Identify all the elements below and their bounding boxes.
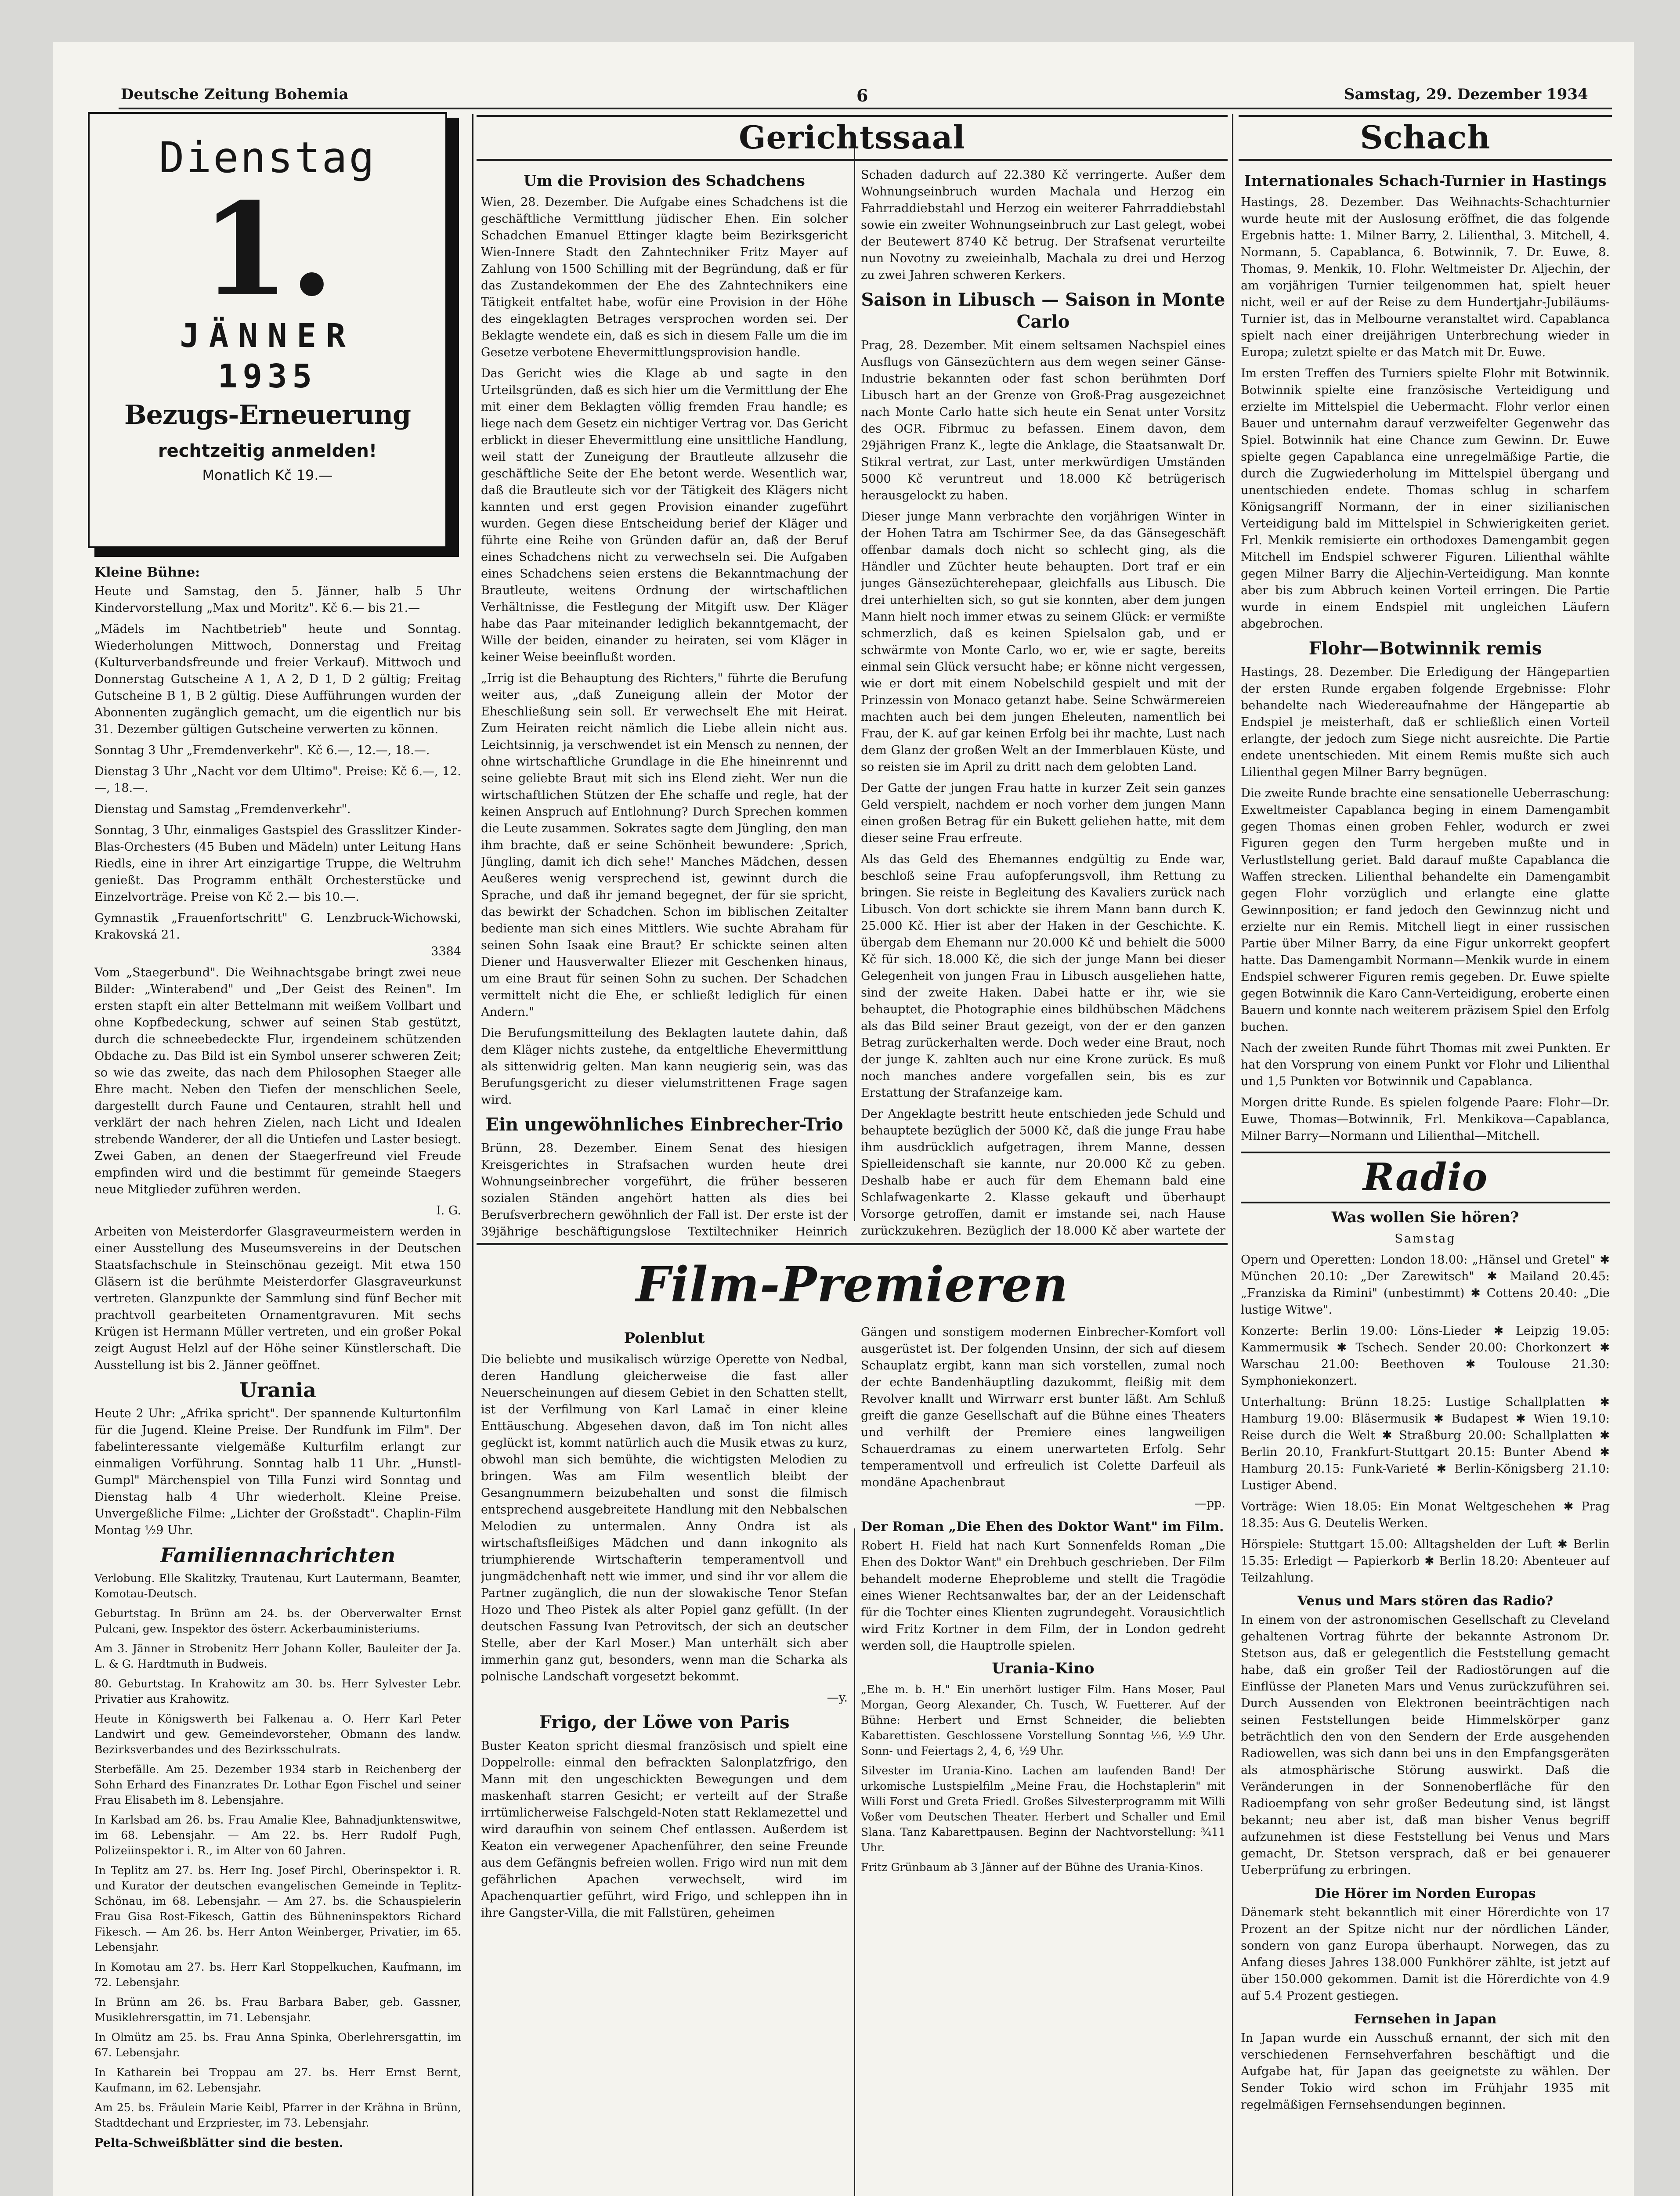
radio-listing: Hörspiele: Stuttgart 15.00: Alltagshelden der Luft ✱ Berlin 15.35: Erledigt — Papierkorb ✱ Berlin 18.20: Abenteuer auf Teilzahlung. bbox=[1241, 1538, 1610, 1585]
staegerbund-signature: I. G. bbox=[436, 1204, 461, 1217]
paragraph: Das Gericht wies die Klage ab und sagte in den Urteilsgründen, daß es sich hier um die Vermittlung der Ehe mit einer dem Beklagten völlig fremden Frau handle; es liege nach dem Gesetz ein nichtiger Vertrag vor. Das Gericht erblickt in dieser Ehevermittlung eine unsittliche Handlung, weil statt der Zuneigung der Brautleute allzusehr die geschäftliche Seite der Ehe betont werde. Wesentlich war, daß die Brautleute sich vor der Tätigkeit des Klägers nicht kannten und erst gegen Provision einander zugeführt wurden. Gegen diese Entscheidung berief der Kläger und führte eine Reihe von Gründen dafür an, daß der Beruf eines Schadchens nicht zu verwechseln sei. Die Aufgaben eines Schadchens seien erstens die Bekanntmachung der Brautleute, weitens Ordnung der wirtschaftlichen Verhältnisse, die Festlegung der Mitgift usw. Der Kläger habe das Paar miteinander lediglich bekanntgemacht, der Wille der beiden, einander zu heiraten, sei vom Kläger in keiner Weise beeinflußt worden. bbox=[481, 367, 848, 664]
ad-price: Monatlich Kč 19.— bbox=[202, 467, 333, 484]
paragraph: Nach der zweiten Runde führt Thomas mit zwei Punkten. Er hat den Vorsprung von einem Punkt vor Flohr und Lilienthal und 1,5 Punkten vor Botwinnik und Capablanca. bbox=[1241, 1041, 1610, 1088]
paragraph: Der Angeklagte bestritt heute entschieden jede Schuld und behauptete bezüglich der 5000 Kč, daß die junge Frau habe ihm ausdrücklich aufgetragen, ihrem Manne, dessen Spielleidenschaft sie kannte, nur 20.000 Kč zu geben. Deshalb habe er auch für dem Ehemann bald eine Schlafwagenkarte 2. Klasse gekauft und überhaupt Vorsorge getroffen, damit er imstande sei, nach Hause zurückzukehren. Bezüglich der 18.000 Kč aber wartete der bbox=[861, 1107, 1225, 1238]
family-notice: In Brünn am 26. bs. Frau Barbara Baber, geb. Gassner, Musiklehrersgattin, im 71. Lebensjahr. bbox=[94, 1996, 461, 2024]
family-notice: In Olmütz am 25. bs. Frau Anna Spinka, Oberlehrersgattin, im 67. Lebensjahr. bbox=[94, 2031, 461, 2059]
column-4 bbox=[1241, 167, 1610, 2196]
glasgraveur-paragraph: Arbeiten von Meisterdorfer Glasgraveurmeistern werden in einer Ausstellung des Museumsvereins in der Deutschen Staatsfachschule in Steinschönau gezeigt. Mit etwa 150 Gläsern ist die berühmte Meisterdorfer Glasgraveurkunst vertreten. Glanzpunkte der Sammlung sind fünf Becher mit prachtvoll gearbeiteten Ornamentgravuren. Mit sechs Krügen ist Hermann Müller vertreten, und ein großer Pokal zeigt August Helzl auf der Höhe seiner Künstlerschaft. Die Ausstellung ist bis 2. Jänner geöffnet. bbox=[94, 1225, 461, 1372]
ad-month: JÄNNER bbox=[180, 317, 355, 355]
family-notice: In Karlsbad am 26. bs. Frau Amalie Klee, Bahnadjunktenswitwe, im 68. Lebensjahr. — Am 22. bs. Herr Rudolf Pugh, Polizeiinspektor i. R., im Alter von 60 Jahren. bbox=[94, 1813, 461, 1857]
radio-listing: Opern und Operetten: London 18.00: „Hänsel und Gretel" ✱ München 20.10: „Der Zarewitsch" ✱ Mailand 20.45: „Franziska da Rimini" (unbestimmt) ✱ Cottens 20.40: „Die lustige Witwe". bbox=[1241, 1253, 1610, 1317]
column-divider bbox=[472, 114, 473, 2196]
radio-listing: Unterhaltung: Brünn 18.25: Lustige Schallplatten ✱ Hamburg 19.00: Bläsermusik ✱ Budapest ✱ Wien 19.10: Reise durch die Welt ✱ Straßburg 20.00: Schallplatten ✱ Berlin 20.10, Frankfurt-Stuttgart 20.15: Bunter Abend ✱ Hamburg 20.15: Funk-Varieté ✱ Berlin-Königsberg 21.10: Lustiger Abend. bbox=[1241, 1395, 1610, 1492]
radio-heading: Was wollen Sie hören? bbox=[1331, 1209, 1519, 1226]
film-rule bbox=[477, 1243, 1228, 1245]
page-number: 6 bbox=[856, 86, 868, 105]
paragraph: Der Gatte der jungen Frau hatte in kurzer Zeit sein ganzes Geld verspielt, nachdem er noch vorher dem jungen Mann einen großen Betrag für ein Bukett geliehen hatte, mit dem dieser seine Frau erfreute. bbox=[861, 781, 1225, 845]
paragraph: Die zweite Runde brachte eine sensationelle Ueberraschung: Exweltmeister Capablanca beging in einem Damengambit gegen Thomas einen groben Fehler, wodurch er zwei Figuren gegen den Turm hergeben mußte und in Verlustlstellung geriet. Bald darauf mußte Capablanca die Waffen strecken. Lilienthal behandelte ein Damengambit gegen Flohr vorzüglich und erlangte eine glatte Gewinnposition; er fand jedoch den Gewinnzug nicht und erzielte nur ein Remis. Mitchell liegt in einer russischen Partie über Milner Barry, da eine Figur unkorrekt geopfert hatte. Das Damengambit Normann—Menkik wurde in einem Endspiel schwerer Figuren remis gegeben. Dr. Euwe spielte gegen Botwinnik die Karo Cann-Verteidigung, eroberte einen Bauern und konnte nach weiterem präzisem Spiel den Erfolg buchen. bbox=[1241, 787, 1610, 1034]
family-notice: Geburtstag. In Brünn am 24. bs. der Oberverwalter Ernst Pulcani, gew. Inspektor des österr. Ackerbauministeriums. bbox=[94, 1607, 461, 1635]
film-premieren-masthead: Film-Premieren bbox=[636, 1256, 1069, 1313]
radio-masthead: Radio bbox=[1362, 1155, 1488, 1199]
article-heading: Venus und Mars stören das Radio? bbox=[1297, 1593, 1554, 1609]
chess-heading: Internationales Schach-Turnier in Hastings bbox=[1244, 172, 1607, 190]
paragraph: „Irrig ist die Behauptung des Richters," führte die Berufung weiter aus, „daß Zuneigung allein der Motor der Eheschließung sein soll. Er verwechselt Ehe mit Heirat. Zum Heiraten reicht nämlich die Liebe allein nicht aus. Leichtsinnig, ja verschwendet ist ein Mensch zu nennen, der ohne wirtschaftliche Grundlage in die Ehe hineinrennt und seine geliebte Braut mit sich ins Elend zieht. Wer nun die wirtschaftlichen Stützen der Ehe schaffe und regle, hat der keinen Anspruch auf Entlohnung? Durch Sprechen kommen die Leute zusammen. Sokrates sagte dem Jüngling, den man ihm brachte, daß er seine Schönheit bewundere: ‚Sprich, Jüngling, damit ich dich sehe!' Manches Mädchen, dessen Aeußeres wenig versprechend ist, gewinnt durch die Sprache, und daß ihr jemand begegnet, der für sie spricht, das bewirkt der Schadchen. Schon im biblischen Zeitalter bediente man sich eines Mittlers. Wie suchte Abraham für seinen Sohn Isaak eine Braut? Er schickte seinen alten Diener und Hausverwalter Eliezer mit Geschenken hinaus, um eine Braut für seinen Sohn zu suchen. Der Schadchen vermittelt nicht die Ehe, er schließt lediglich für einen Andern." bbox=[481, 672, 848, 1019]
paragraph: Sonntag, 3 Uhr, einmaliges Gastspiel des Grasslitzer Kinder-Blas-Orchesters (45 Buben und Mädeln) unter Leitung Hans Riedls, eine in ihrer Art einzigartige Truppe, die Weltruhm genießt. Das Programm enthält Orchesterstücke und Einzelvorträge. Preise von Kč 2.— bis 10.—. bbox=[94, 824, 461, 904]
paragraph: Im ersten Treffen des Turniers spielte Flohr mit Botwinnik. Botwinnik spielte eine französische Verteidigung und erzielte im Mittelspiel die Uebermacht. Flohr verlor einen Bauer und unternahm darauf verzweifelter Gegenwehr das Spiel. Botwinnik hat eine Chance zum Gewinn. Dr. Euwe spielte gegen Capablanca eine unregelmäßige Partie, die durch die Zugwiederholung im Mittelspiel übergang und unentschieden endete. Thomas schlug in scharfem Königsangriff Normann, der in einer sizilianischen Verteidigung bald im Mittelspiel in Schwierigkeiten geriet. Frl. Menkik remisierte ein orthodoxes Damengambit gegen Mitchell im Endspiel schwerer Figuren. Lilienthal wählte gegen Milner Barry die Aljechin-Verteidigung. Man konnte aber bis zum Abbruch keinen Vorteil erringen. Die Partie wurde in einem Endspiel mit ungleichen Läufern abgebrochen. bbox=[1241, 367, 1610, 631]
paragraph: Silvester im Urania-Kino. Lachen am laufenden Band! Der urkomische Lustspielfilm „Meine Frau, die Hochstaplerin" mit Willi Forst und Greta Friedl. Großes Silvesterprogramm mit Willi Voßer vom Deutschen Theater. Herbert und Schaller und Emil Slana. Tanz Kabarettpausen. Beginn der Nachtvorstellung: ¾11 Uhr. bbox=[861, 1764, 1225, 1854]
kleine-buehne-heading: Kleine Bühne: bbox=[94, 565, 200, 580]
paragraph: Hastings, 28. Dezember. Die Erledigung der Hängepartien der ersten Runde ergaben folgende Ergebnisse: Flohr behandelte nach Wiedereaufnahme der Hängepartie ab Endspiel je meisterhaft, daß er schließlich einen Vorteil erlangte, der jedoch zum Siege nicht ausreichte. Die Partie endete unentschieden. Mit einem Remis mußte sich auch Lilienthal gegen Milner Barry begnügen. bbox=[1241, 665, 1610, 779]
column-2 bbox=[481, 167, 848, 1239]
paragraph: Robert H. Field hat nach Kurt Sonnenfelds Roman „Die Ehen des Doktor Want" ein Drehbuch geschrieben. Der Film behandelt moderne Eheprobleme und stellt die Tragödie eines Wiener Rechtsanwaltes bar, der an der Leidenschaft für die Tochter eines Klienten zugrundegeht. Vorausichtlich wird Fritz Kortner in dem Film, der in London gedreht werden soll, die Hauptrolle spielen. bbox=[861, 1539, 1225, 1653]
paragraph: Buster Keaton spricht diesmal französisch und spielt eine Doppelrolle: einmal den befrackten Salonplatzfrigo, den Mann mit den ungeschickten Bewegungen und dem maskenhaft starren Gesicht; er verteilt auf der Straße irrtümlicherweise Falschgeld-Noten statt Reklamezettel und wird daraufhin von seinem Chef entlassen. Außerdem ist Keaton ein verwegener Apachenführer, den seine Freunde aus dem Gefängnis befreien wollen. Frigo wird nun mit dem gefährlichen Apachen verwechselt, wird im Apachenquartier geführt, wird Frigo, und schleppen ihn in ihre Gangster-Villa, die mit Fallstüren, geheimen bbox=[481, 1739, 848, 1920]
subscription-ad bbox=[88, 112, 447, 548]
article-heading: Saison in Libusch — Saison in Monte Carlo bbox=[861, 289, 1225, 332]
article-heading: Ein ungewöhnliches Einbrecher-Trio bbox=[485, 1114, 843, 1135]
ad-day: 1. bbox=[201, 175, 334, 325]
paragraph: Dänemark steht bekanntlich mit einer Hörerdichte von 17 Prozent an der Spitze nicht nur der nördlichen Länder, sondern von ganz Europa überhaupt. Norwegen, das zu Anfang dieses Jahres 138.000 Funkhörer zählte, ist jetzt auf über 150.000 gekommen. Damit ist die Hörerdichte von 4.9 auf 5.4 Prozent gestiegen. bbox=[1241, 1906, 1610, 2003]
paragraph: Brünn, 28. Dezember. Einem Senat des hiesigen Kreisgerichtes in Strafsachen wurden heute drei Wohnungseinbrecher vorgeführt, die früher besseren sozialen Ständen angehört hatten als dies bei Berufsverbrechern gewöhnlich der Fall ist. Der erste ist der 39jährige beschäftigungslose Textiltechniker Heinrich bbox=[481, 1141, 848, 1239]
paragraph: Die beliebte und musikalisch würzige Operette von Nedbal, deren Handlung gleicherweise die fast aller Neuerscheinungen auf diesem Gebiet in den Schatten stellt, ist der Verfilmung von Karl Lamač in einer kleine Enttäuschung. Abgesehen davon, daß im Ton nicht alles geglückt ist, kommt natürlich auch die Musik etwas zu kurz, obwohl man sich bemühte, die wichtigsten Melodien zu bringen. Was am Film wesentlich bleibt der Gesangnummern beizubehalten und sonst die filmisch entsprechend ausgebreitete Handlung mit den Nebbalschen Melodien zu untermalen. Anny Ondra ist als wirtschaftsfleißiges Mädchen und dann inkognito als triumphierende Wirtschafterin temperamentvoll und jungmädchenhaft nett wie immer, und sind ihr vor allem die Partner zugänglich, die nun der slowakische Tenor Stefan Hozo und Theo Pistek als alter Popiel ganz gefüllt. (In der deutschen Fassung Ivan Petrovitsch, der sich an deutscher Stelle, aber der Karl Moser.) Man unterhält sich aber immerhin ganz gut, besonders, wenn man die Scharka als polnische Landschaft vorgesetzt bekommt. bbox=[481, 1353, 848, 1683]
radio-day: Samstag bbox=[1395, 1232, 1456, 1246]
header-rule bbox=[119, 108, 1612, 109]
family-notice: In Katharein bei Troppau am 27. bs. Herr Ernst Bernt, Kaufmann, im 62. Lebensjahr. bbox=[94, 2066, 461, 2094]
paragraph: Dieser junge Mann verbrachte den vorjährigen Winter in der Hohen Tatra am Tschirmer See, da das Gänsegeschäft offenbar damals doch nicht so schlecht ging, als die Händler und Züchter heute behaupten. Dort traf er ein junges Gänsezüchterehepaar, gleichfalls aus Libusch. Die drei unterhielten sich, so gut sie konnten, aber dem jungen Mann hielt noch immer etwas zu seinem Glück: er vermißte schmerzlich, daß es keinen Spielsalon gab, und er schwärmte von Monte Carlo, wo er, wie er sagte, bereits einmal sein Glück versucht habe; er könne nicht vergessen, wie er dort mit einem Nobelschild gespielt und mit der Prinzessin von Monaco getanzt habe. Seine Schwärmereien machten auch bei dem jungen Eheleuten, namentlich bei Frau, der K. auf gar keinen Erfolg bei ihr machte, Lust nach dem Glanz der großen Welt an der Immerblauen Küste, und so reisten sie im April zu dritt nach dem gelobten Land. bbox=[861, 510, 1225, 774]
paragraph: In einem von der astronomischen Gesellschaft zu Cleveland gehaltenen Vortrag führte der bekannte Astronom Dr. Stetson aus, daß er gelegentlich die Feststellung gemacht habe, daß ein großer Teil der Radiostörungen auf die Einflüsse der Planeten Mars und Venus zurückzuführen sei. Durch Aussenden von Elektronen beeinträchtigen nach seinen Feststellungen beide Himmelskörper ganz beträchtlich den von den Sendern der Erde ausgehenden Radiowellen, was sich dann bei uns in den Empfangsgeräten als atmosphärische Störung auswirkt. Daß die Veränderungen in der Sonnenoberfläche für den Radioempfang von sehr großer Bedeutung sind, ist längst bekannt; neu aber ist, daß man bisher Venus begriff aufzunehmen ist diese Feststellung bei Venus und Mars gemacht, Dr. Stetson versprach, daß er bei genauerer Ueberprüfung zu erbringen. bbox=[1241, 1613, 1610, 1877]
column-divider bbox=[854, 145, 855, 1221]
family-notice: Am 25. bs. Fräulein Marie Keibl, Pfarrer in der Krähna in Brünn, Stadtdechant und Erzpriester, im 73. Lebensjahr. bbox=[94, 2101, 461, 2129]
film-column-left bbox=[481, 1324, 848, 2196]
family-notice: Verlobung. Elle Skalitzky, Trautenau, Kurt Lautermann, Beamter, Komotau-Deutsch. bbox=[94, 1572, 461, 1600]
masthead-rule bbox=[477, 115, 1228, 117]
paragraph: Wien, 28. Dezember. Die Aufgabe eines Schadchens ist die geschäftliche Vermittlung jüdischer Ehen. Ein solcher Schadchen Emanuel Ettinger klagte beim Bezirksgericht Wien-Innere Stadt den Zahntechniker Fritz Mayer auf Zahlung von 1500 Schilling mit der Begründung, daß er für das Zustandekommen der Ehe des Zahntechnikers eine Tätigkeit entfaltet habe, wofür eine Provision in der Höhe des eingeklagten Betrages versprochen worden sei. Der Beklagte wendete ein, daß es sich in diesem Falle um die im Gesetze verbotene Ehevermittlungsprovision handle. bbox=[481, 195, 848, 359]
ad-year: 1935 bbox=[217, 358, 318, 395]
paragraph: Gängen und sonstigem modernen Einbrecher-Komfort voll ausgerüstet ist. Der folgenden Unsinn, der sich auf diesem Schauplatz ergibt, kann man sich vorstellen, zumal noch der echte Bandenhäuptling dazukommt, fleißig mit dem Revolver knallt und Wirrwarr erst bunter läßt. Am Schluß greift die ganze Gesellschaft auf die Bühne eines Theaters und verhilft der Premiere eines langweiligen Schauerdramas zu einem unerwarteten Erfolg. Sehr temperamentvoll und erfreulich ist Colette Darfeuil als mondäne Apachenbraut bbox=[861, 1326, 1225, 1489]
masthead-rule bbox=[1239, 159, 1612, 161]
radio-masthead-box bbox=[1241, 1152, 1610, 1203]
newspaper-title: Deutsche Zeitung Bohemia bbox=[121, 86, 349, 103]
notice-number: 3384 bbox=[431, 945, 461, 958]
paragraph: Heute und Samstag, den 5. Jänner, halb 5 Uhr Kindervorstellung „Max und Moritz". Kč 6.— bis 21.— bbox=[94, 585, 461, 615]
staegerbund-paragraph: Vom „Staegerbund". Die Weihnachtsgabe bringt zwei neue Bilder: „Winterabend" und „Der Geist des Reinen". Im ersten stapft ein alter Bettelmann mit weißem Vollbart und ohne Kopfbedeckung, schwer auf seinen Stab gestützt, durch die schneebedeckte Flur, irgendeinem schützenden Obdache zu. Das Bild ist ein Symbol unserer schweren Zeit; so wie das zweite, das nach dem Philosophen Staeger alle Ehre macht. Neben den Tiefen der menschlichen Seele, dargestellt durch Faune und Centauren, strahlt hell und verklärt der nach hehren Zielen, nach Licht und Idealen strebende Wanderer, der all die Untiefen und Laster besiegt. Zwei Gaben, an denen der Staegerfreund viel Freude empfinden wird und die bestimmt für gemeinde Staegers neue Mitglieder zuführen werden. bbox=[94, 966, 461, 1196]
column-3 bbox=[861, 167, 1225, 1239]
chess-heading: Flohr—Botwinnik remis bbox=[1308, 638, 1542, 659]
issue-date: Samstag, 29. Dezember 1934 bbox=[1344, 86, 1588, 103]
article-heading: Um die Provision des Schadchens bbox=[524, 172, 805, 190]
paragraph: „Ehe m. b. H." Ein unerhört lustiger Film. Hans Moser, Paul Morgan, Georg Alexander, Ch. Tusch, W. Fuetterer. Auf der Bühne: Herbert und Ernst Schneider, die beliebten Kabarettisten. Geschlossene Vorstellung Sonntag ½6, ½9 Uhr. Sonn- und Feiertags 2, 4, 6, ½9 Uhr. bbox=[861, 1683, 1225, 1757]
paragraph: Hastings, 28. Dezember. Das Weihnachts-Schachturnier wurde heute mit der Auslosung eröffnet, die das folgende Ergebnis hatte: 1. Milner Barry, 2. Lilienthal, 3. Mitchell, 4. Normann, 5. Capablanca, 6. Botwinnik, 7. Dr. Euwe, 8. Thomas, 9. Menkik, 10. Flohr. Weltmeister Dr. Aljechin, der am vorjährigen Turnier teilgenommen hat, spielt heuer nicht, weil er auf der Reise zu dem Hundertjahr-Jubiläums-Turnier ist, das in Melbourne veranstaltet wird. Capablanca spielt nach einer dreijährigen Unterbrechung wieder in Europa; zuletzt spielte er das Match mit Dr. Euwe. bbox=[1241, 195, 1610, 359]
signature: —pp. bbox=[1194, 1497, 1225, 1510]
ad-weekday: Dienstag bbox=[159, 133, 376, 182]
paragraph: Prag, 28. Dezember. Mit einem seltsamen Nachspiel eines Ausflugs von Gänsezüchtern aus dem wegen seiner Gänse-Industrie bekannten oder fast schon berühmten Dorf Libusch hart an der Grenze von Groß-Prag ausgezeichnet nach Monte Carlo hatte sich heute ein Senat unter Vorsitz des OGR. Fibrmuc zu befassen. Einem davon, dem 29jährigen Franz K., legte die Anklage, die Staatsanwalt Dr. Stikral vertrat, zur Last, unter merkwürdigen Umständen 5000 Kč veruntreut und 18.000 Kč betrügerisch herausgelockt zu haben. bbox=[861, 339, 1225, 502]
schach-masthead: Schach bbox=[1360, 119, 1491, 156]
urania-kino-heading: Urania-Kino bbox=[992, 1660, 1095, 1677]
radio-listing: Konzerte: Berlin 19.00: Löns-Lieder ✱ Leipzig 19.05: Kammermusik ✱ Tschech. Sender 20.00: Chorkonzert ✱ Warschau 21.00: Beethoven ✱ Toulouse 21.30: Symphoniekonzert. bbox=[1241, 1324, 1610, 1388]
film-column-right bbox=[861, 1324, 1225, 2196]
family-notice: Heute in Königswerth bei Falkenau a. O. Herr Karl Peter Landwirt und gew. Gemeindevorsteher, Obmann des landw. Bezirksverbandes und des Bezirksschulrats. bbox=[94, 1712, 461, 1756]
family-notice: In Teplitz am 27. bs. Herr Ing. Josef Pirchl, Oberinspektor i. R. und Kurator der deutschen evangelischen Gemeinde in Teplitz-Schönau, im 68. Lebensjahr. — Am 27. bs. die Schauspielerin Frau Gisa Rost-Fikesch, Gattin des Bühneninspektors Richard Fikesch. — Am 26. bs. Herr Anton Weinberger, Privatier, im 65. Lebensjahr. bbox=[94, 1864, 461, 1954]
column-divider bbox=[1232, 114, 1233, 2196]
family-notice: In Komotau am 27. bs. Herr Karl Stoppelkuchen, Kaufmann, im 72. Lebensjahr. bbox=[94, 1961, 461, 1989]
family-notice: 80. Geburtstag. In Krahowitz am 30. bs. Herr Sylvester Lebr. Privatier aus Krahowitz. bbox=[94, 1677, 461, 1705]
ad-title: Bezugs-Erneuerung bbox=[124, 400, 411, 430]
paragraph: Sonntag 3 Uhr „Fremdenverkehr". Kč 6.—, 12.—, 18.—. bbox=[94, 744, 430, 757]
footer-advert: Pelta-Schweißblätter sind die besten. bbox=[94, 2136, 343, 2150]
paragraph: Morgen dritte Runde. Es spielen folgende Paare: Flohr—Dr. Euwe, Thomas—Botwinnik, Frl. Menkikova—Capablanca, Milner Barry—Normann und Lilienthal—Mitchell. bbox=[1241, 1096, 1610, 1143]
familiennachrichten-heading: Familiennachrichten bbox=[160, 1543, 396, 1567]
gymnastik-notice: Gymnastik „Frauenfortschritt" G. Lenzbruck-Wichowski, Krakovská 21. bbox=[94, 911, 461, 942]
film-heading: Polenblut bbox=[624, 1329, 705, 1347]
urania-paragraph: Heute 2 Uhr: „Afrika spricht". Der spannende Kulturtonfilm für die Jugend. Kleine Preise. Der Rundfunk im Film". Der fabelinteressante vielgemäße Kulturfilm erlangt zur einmaligen Vorführung. Sonntag halb 11 Uhr. „Hunstl-Gumpl" Märchenspiel von Tilla Funzi wird Sonntag und Dienstag halb 4 Uhr wiederholt. Kleine Preise. Unvergeßliche Filme: „Lichter der Großstadt". Chaplin-Film Montag ½9 Uhr. bbox=[94, 1407, 461, 1537]
paragraph: „Mädels im Nachtbetrieb" heute und Sonntag. Wiederholungen Mittwoch, Donnerstag und Freitag (Kulturverbandsfreunde und freier Verkauf). Mittwoch und Donnerstag Gutscheine A 1, A 2, D 1, D 2 gültig; Freitag Gutscheine B 1, B 2 gültig. Diese Aufführungen wurden der Abonnenten zugänglich gemacht, um die eigentlich nur bis 31. Dezember gültigen Gutscheine verwerten zu können. bbox=[94, 622, 461, 736]
family-notice: Sterbefälle. Am 25. Dezember 1934 starb in Reichenberg der Sohn Erhard des Finanzrates Dr. Lothar Egon Fischel und seiner Frau Elisabeth im 8. Lebensjahre. bbox=[94, 1763, 461, 1806]
paragraph: Dienstag und Samstag „Fremdenverkehr". bbox=[94, 802, 351, 816]
article-heading: Fernsehen in Japan bbox=[1354, 2012, 1497, 2027]
column-1 bbox=[94, 558, 461, 2196]
film-heading: Der Roman „Die Ehen des Doktor Want" im Film. bbox=[861, 1519, 1224, 1535]
column-divider bbox=[854, 1528, 855, 2196]
masthead-rule bbox=[477, 159, 1228, 161]
gerichtssaal-masthead: Gerichtssaal bbox=[739, 119, 965, 156]
paragraph: In Japan wurde ein Ausschuß ernannt, der sich mit den verschiedenen Fernsehverfahren beschäftigt und die Aufgabe hat, für Japan das geeignetste zu wählen. Der Sender Tokio wird schon im Frühjahr 1935 mit regelmäßigen Fernsehsendungen beginnen. bbox=[1241, 2031, 1610, 2112]
ad-call: rechtzeitig anmelden! bbox=[158, 441, 377, 461]
paragraph: Fritz Grünbaum ab 3 Jänner auf der Bühne des Urania-Kinos. bbox=[861, 1861, 1203, 1874]
paragraph: Schaden dadurch auf 22.380 Kč verringerte. Außer dem Wohnungseinbruch wurden Machala und Herzog ein Fahrraddiebstahl und Herzog ein weiterer Fahrraddiebstahl sowie ein zweiter Wohnungseinbruch zur Last gelegt, wobei der Beutewert 8740 Kč betrug. Der Strafsenat verurteilte nun Novotny zu zweieinhalb, Machala zu drei und Herzog zu zwei Jahren schweren Kerkers. bbox=[861, 168, 1225, 282]
film-heading: Frigo, der Löwe von Paris bbox=[539, 1712, 790, 1733]
article-heading: Die Hörer im Norden Europas bbox=[1315, 1886, 1536, 1901]
masthead-rule bbox=[1239, 115, 1612, 117]
family-notice: Am 3. Jänner in Strobenitz Herr Johann Koller, Bauleiter der Ja. L. & G. Hardtmuth in Budweis. bbox=[94, 1642, 461, 1670]
paragraph: Die Berufungsmitteilung des Beklagten lautete dahin, daß dem Kläger nichts zustehe, da entgeltliche Ehevermittlung als sittenwidrig gelten. Man kann neugierig sein, was das Berufungsgericht zu dieser vielumstrittenen Frage sagen wird. bbox=[481, 1026, 848, 1107]
paragraph: Als das Geld des Ehemannes endgültig zu Ende war, beschloß seine Frau aufopferungsvoll, ihm Rettung zu bringen. Sie reiste in Begleitung des Kavaliers zurück nach Libusch. Von dort schickte sie ihrem Mann bann durch K. 25.000 Kč. Hier ist aber der Haken in der Geschichte. K. übergab dem Ehemann nur 20.000 Kč und behielt die 5000 Kč für sich. 18.000 Kč, die sich der junge Mann bei dieser Gelegenheit von jungen Frau in Libusch ausgeliehen hatte, sind der zweite Haken. Dabei hatte er ihr, wie sie behauptet, die Photographie eines bildhübschen Mädchens als das Bild seiner Braut gezeigt, von der er den ganzen Betrag zurückerhalten werde. Doch weder eine Braut, noch der junge K. zahlten auch nur eine Krone zurück. Es muß noch manches andere vorgefallen sein, bis es zur Erstattung der Strafanzeige kam. bbox=[861, 852, 1225, 1100]
urania-heading: Urania bbox=[239, 1378, 316, 1402]
radio-listing: Vorträge: Wien 18.05: Ein Monat Weltgeschehen ✱ Prag 18.35: Aus G. Deutelis Werken. bbox=[1241, 1500, 1610, 1530]
signature: —y. bbox=[827, 1691, 848, 1705]
paragraph: Dienstag 3 Uhr „Nacht vor dem Ultimo". Preise: Kč 6.—, 12.—, 18.—. bbox=[94, 765, 461, 795]
